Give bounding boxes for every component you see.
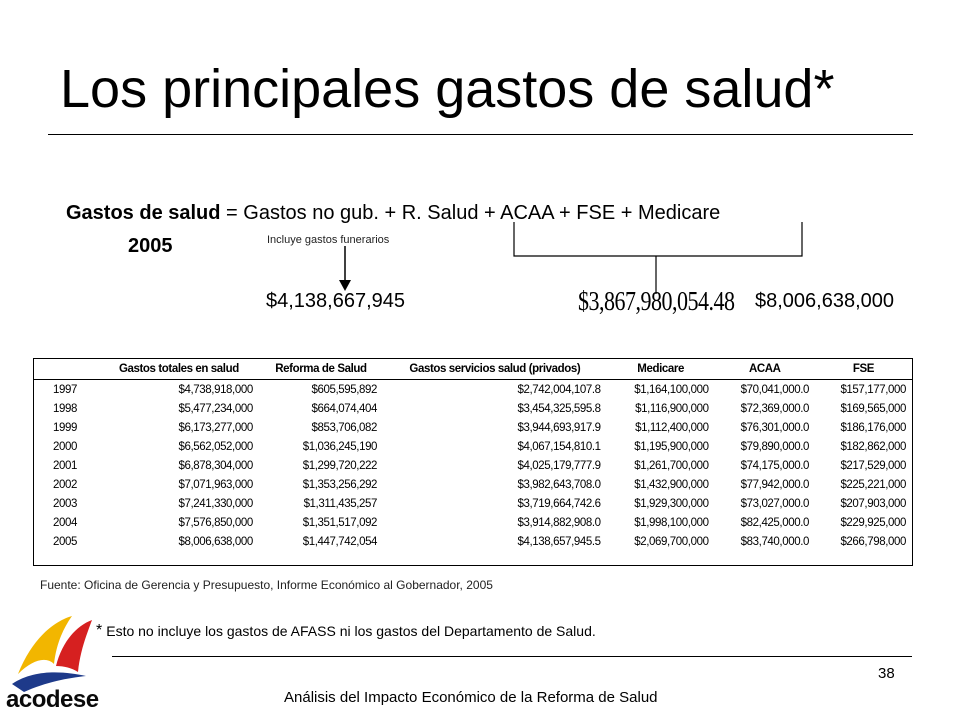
table-cell: $83,740,000.0 bbox=[740, 535, 809, 548]
table-cell: $1,432,900,000 bbox=[634, 478, 709, 491]
table-row bbox=[34, 475, 912, 494]
table-cell: $1,036,245,190 bbox=[302, 440, 378, 453]
table-row bbox=[34, 380, 912, 400]
table-cell: $82,425,000.0 bbox=[740, 516, 809, 529]
row-year: 2003 bbox=[52, 497, 77, 510]
row-year: 2005 bbox=[52, 535, 77, 548]
table-cell: $79,890,000.0 bbox=[740, 440, 809, 453]
slide-title: Los principales gastos de salud* bbox=[60, 59, 835, 119]
amount-non-government: $4,138,667,945 bbox=[266, 290, 406, 312]
down-arrow-icon bbox=[336, 246, 354, 292]
row-year: 1997 bbox=[52, 383, 77, 396]
title-divider bbox=[48, 134, 913, 135]
table-cell: $6,878,304,000 bbox=[178, 459, 253, 472]
table-cell: $1,311,435,257 bbox=[303, 497, 378, 510]
table-cell: $1,261,700,000 bbox=[634, 459, 709, 472]
table-cell: $186,176,000 bbox=[840, 421, 906, 434]
table-row bbox=[34, 418, 912, 437]
row-year: 1999 bbox=[52, 421, 77, 434]
table-cell: $8,006,638,000 bbox=[178, 535, 253, 548]
table-cell: $1,998,100,000 bbox=[634, 516, 709, 529]
table-cell: $1,447,742,054 bbox=[302, 535, 378, 548]
table-cell: $1,929,300,000 bbox=[634, 497, 709, 510]
table-cell: $3,944,693,917.9 bbox=[517, 421, 601, 434]
table-cell: $72,369,000.0 bbox=[740, 402, 809, 415]
header-medicare: Medicare bbox=[607, 359, 715, 380]
table-cell: $1,353,256,292 bbox=[302, 478, 378, 491]
row-year: 2001 bbox=[52, 459, 77, 472]
table-cell: $4,738,918,000 bbox=[178, 383, 253, 396]
amount-government-programs: $3,867,980,054.48 bbox=[578, 284, 735, 316]
bracket-connector bbox=[510, 222, 810, 294]
table-cell: $1,299,720,222 bbox=[302, 459, 378, 472]
table-row bbox=[34, 494, 912, 513]
table-cell: $1,116,900,000 bbox=[635, 402, 709, 415]
table-cell: $225,221,000 bbox=[840, 478, 906, 491]
table-cell: $4,067,154,810.1 bbox=[517, 440, 601, 453]
footnote bbox=[96, 622, 596, 640]
table-row bbox=[34, 532, 912, 551]
row-year: 2002 bbox=[52, 478, 77, 491]
table-cell: $3,982,643,708.0 bbox=[517, 478, 601, 491]
source-note: Fuente: Oficina de Gerencia y Presupuesto, Informe Económico al Gobernador, 2005 bbox=[40, 578, 493, 592]
funeral-costs-note: Incluye gastos funerarios bbox=[267, 234, 390, 246]
table-cell: $182,862,000 bbox=[840, 440, 906, 453]
header-privados: Gastos servicios salud (privados) bbox=[383, 359, 607, 380]
table-cell: $2,069,700,000 bbox=[634, 535, 709, 548]
row-year: 2004 bbox=[52, 516, 77, 529]
header-fse: FSE bbox=[815, 359, 912, 380]
table-cell: $7,241,330,000 bbox=[178, 497, 253, 510]
table-cell: $3,914,882,908.0 bbox=[517, 516, 601, 529]
logo-text: acodese bbox=[6, 686, 99, 713]
table-cell: $266,798,000 bbox=[840, 535, 906, 548]
table-cell: $76,301,000.0 bbox=[740, 421, 809, 434]
header-total: Gastos totales en salud bbox=[99, 359, 259, 380]
equation-terms: = Gastos no gub. + R. Salud + ACAA + FSE + Medicare bbox=[220, 202, 721, 224]
table-cell: $1,112,400,000 bbox=[635, 421, 709, 434]
table-cell: $157,177,000 bbox=[840, 383, 906, 396]
table-cell: $7,071,963,000 bbox=[178, 478, 253, 491]
table-cell: $2,742,004,107.8 bbox=[517, 383, 601, 396]
table-cell: $70,041,000.0 bbox=[740, 383, 809, 396]
table-cell: $664,074,404 bbox=[311, 402, 378, 415]
row-year: 2000 bbox=[52, 440, 77, 453]
table-cell: $853,706,082 bbox=[311, 421, 378, 434]
header-reforma: Reforma de Salud bbox=[259, 359, 383, 380]
health-spending-table bbox=[33, 358, 913, 566]
equation-term-bold: Gastos de salud bbox=[66, 202, 221, 224]
table-cell: $6,562,052,000 bbox=[178, 440, 253, 453]
table-cell: $3,454,325,595.8 bbox=[517, 402, 601, 415]
header-acaa: ACAA bbox=[715, 359, 815, 380]
table-cell: $4,025,179,777.9 bbox=[517, 459, 601, 472]
row-year: 1998 bbox=[52, 402, 77, 415]
table-cell: $229,925,000 bbox=[840, 516, 906, 529]
table-cell: $4,138,657,945.5 bbox=[517, 535, 601, 548]
table-cell: $217,529,000 bbox=[840, 459, 906, 472]
equation-year: 2005 bbox=[128, 235, 173, 257]
footer-divider bbox=[112, 656, 912, 657]
page-number: 38 bbox=[878, 665, 895, 682]
table-cell: $1,351,517,092 bbox=[302, 516, 378, 529]
table-row bbox=[34, 399, 912, 418]
table-cell: $1,195,900,000 bbox=[634, 440, 709, 453]
table-cell: $6,173,277,000 bbox=[178, 421, 253, 434]
table-cell: $7,576,850,000 bbox=[178, 516, 253, 529]
footer-text: Análisis del Impacto Económico de la Reforma de Salud bbox=[284, 689, 658, 706]
table-header-row bbox=[34, 359, 912, 380]
amount-total-2005: $8,006,638,000 bbox=[755, 290, 895, 312]
table-cell: $73,027,000.0 bbox=[740, 497, 809, 510]
table-cell: $74,175,000.0 bbox=[740, 459, 809, 472]
footnote-star: * bbox=[96, 622, 103, 639]
table-cell: $5,477,234,000 bbox=[178, 402, 253, 415]
table-cell: $3,719,664,742.6 bbox=[517, 497, 601, 510]
table-cell: $605,595,892 bbox=[311, 383, 378, 396]
table-cell: $1,164,100,000 bbox=[634, 383, 709, 396]
header-year bbox=[34, 359, 99, 380]
footnote-text: Esto no incluye los gastos de AFASS ni los gastos del Departamento de Salud. bbox=[106, 623, 596, 639]
table-row bbox=[34, 513, 912, 532]
table-row bbox=[34, 456, 912, 475]
table-row bbox=[34, 437, 912, 456]
table-cell: $207,903,000 bbox=[840, 497, 906, 510]
table-cell: $77,942,000.0 bbox=[740, 478, 809, 491]
table-cell: $169,565,000 bbox=[840, 402, 906, 415]
